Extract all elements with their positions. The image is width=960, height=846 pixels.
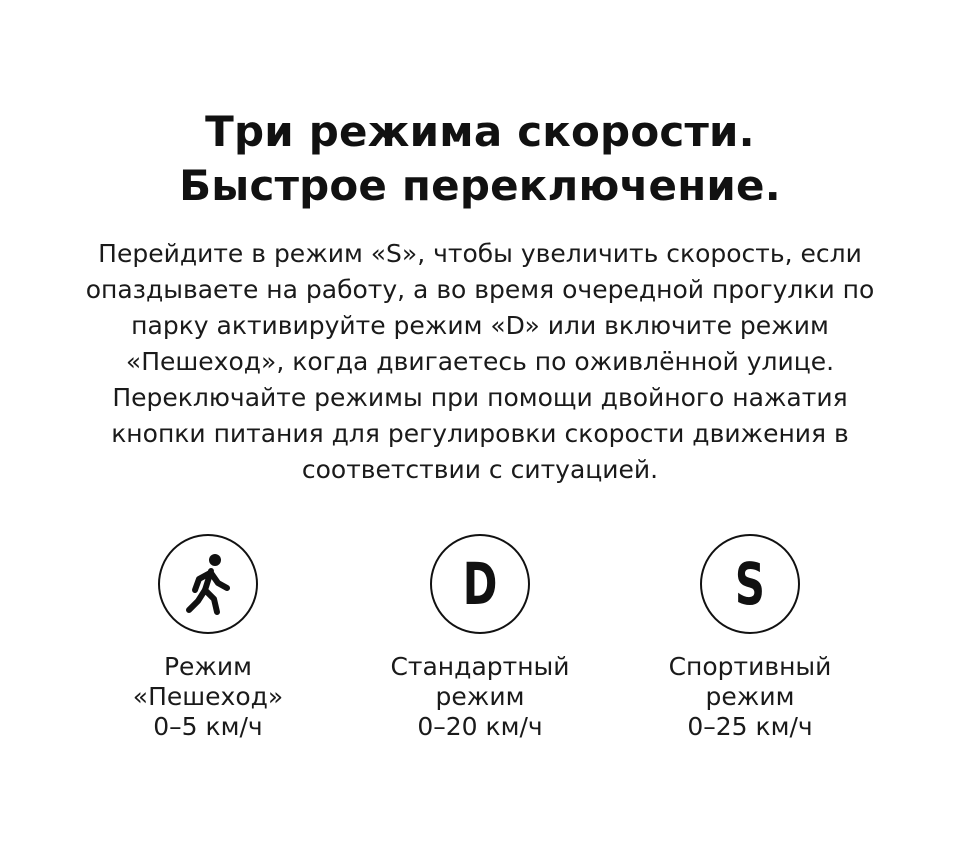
mode-name-line-2: режим (435, 682, 525, 711)
mode-letter: D (462, 550, 498, 618)
page-title-line-2: Быстрое переключение. (179, 161, 781, 210)
mode-speed: 0–25 км/ч (687, 712, 813, 741)
description-line: соответствии с ситуацией. (301, 455, 659, 484)
description-line: «Пешеход», когда двигаетесь по оживлённой улице. (125, 347, 835, 376)
description-line: парку активируйте режим «D» или включите режим (131, 311, 829, 340)
mode-name-line-1: Спортивный (668, 652, 832, 681)
mode-speed: 0–20 км/ч (417, 712, 543, 741)
pedestrian-figure (182, 552, 234, 616)
description-paragraph (30, 236, 930, 488)
mode-standard (350, 534, 610, 742)
mode-name-line-1: Режим (163, 652, 253, 681)
pedestrian-icon (158, 534, 258, 634)
page-title (0, 105, 960, 213)
mode-name-line-2: режим (705, 682, 795, 711)
mode-label (78, 652, 338, 742)
letter-d-icon (430, 534, 530, 634)
page-title-line-1: Три режима скорости. (205, 107, 755, 156)
letter-s-icon (700, 534, 800, 634)
description-line: опаздываете на работу, а во время очередной прогулки по (85, 275, 875, 304)
mode-label (620, 652, 880, 742)
mode-sport (620, 534, 880, 742)
description-line: кнопки питания для регулировки скорости движения в (111, 419, 849, 448)
mode-label (350, 652, 610, 742)
description-line: Переключайте режимы при помощи двойного нажатия (112, 383, 848, 412)
mode-name-line-2: «Пешеход» (132, 682, 284, 711)
description-line: Перейдите в режим «S», чтобы увеличить скорость, если (98, 239, 862, 268)
mode-letter: S (734, 550, 766, 618)
mode-speed: 0–5 км/ч (153, 712, 263, 741)
mode-pedestrian (78, 534, 338, 742)
mode-name-line-1: Стандартный (390, 652, 570, 681)
